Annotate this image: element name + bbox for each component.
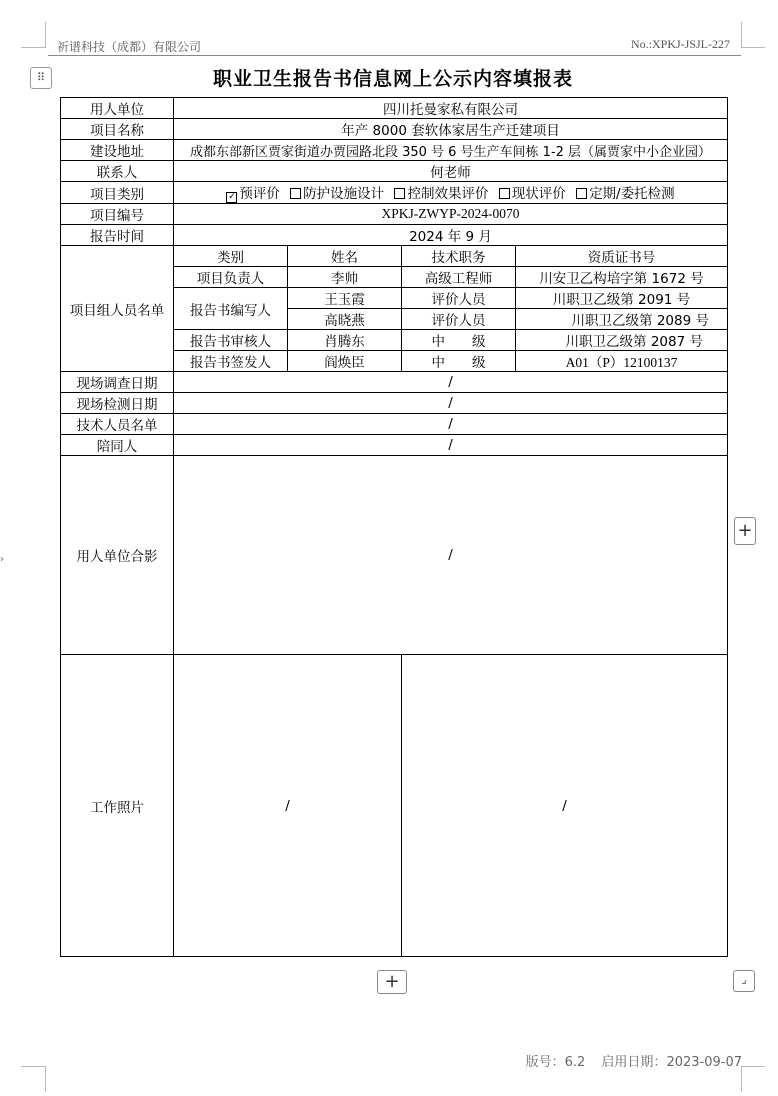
table-row: [61, 204, 728, 225]
chevron-icon[interactable]: ›: [0, 554, 4, 565]
version-label: 版号：: [525, 1055, 565, 1070]
reviewer-cert[interactable]: 川职卫乙级第 2087 号: [516, 330, 728, 351]
address-value[interactable]: 成都东部新区贾家街道办贾园路北段 350 号 6 号生产车间栋 1-2 层（属贾家中小企业园）: [174, 140, 728, 161]
checkbox-pre-evaluation[interactable]: ✓: [228, 192, 236, 202]
checkbox-status-evaluation[interactable]: [499, 188, 510, 199]
tech-staff-value[interactable]: /: [174, 414, 728, 435]
checkbox-control-effect[interactable]: [394, 188, 405, 199]
table-row: [61, 393, 728, 414]
report-form-table: [60, 97, 728, 957]
project-no-label: 项目编号: [61, 204, 174, 225]
date-value: 2023-09-07: [666, 1055, 742, 1070]
survey-date-value[interactable]: /: [174, 372, 728, 393]
table-row: [61, 435, 728, 456]
crop-mark-tr-h: [741, 47, 765, 48]
issuer-role: 报告书签发人: [174, 351, 288, 372]
category-label: 项目类别: [61, 182, 174, 204]
reviewer-name[interactable]: 肖腾东: [288, 330, 402, 351]
table-row: [61, 140, 728, 161]
writer-cert[interactable]: 川职卫乙级第 2091 号: [516, 288, 728, 309]
writer-title[interactable]: 评价人员: [402, 288, 516, 309]
writer-role: 报告书编写人: [174, 288, 288, 330]
table-row: [61, 372, 728, 393]
work-photo-left[interactable]: /: [174, 655, 402, 957]
members-col-title: 技术职务: [402, 246, 516, 267]
employer-value[interactable]: 四川托曼家私有限公司: [174, 98, 728, 119]
table-move-handle-icon[interactable]: ⠿: [30, 67, 52, 89]
members-col-cert: 资质证书号: [516, 246, 728, 267]
leader-cert[interactable]: 川安卫乙构培字第 1672 号: [516, 267, 728, 288]
report-time-label: 报告时间: [61, 225, 174, 246]
test-date-value[interactable]: /: [174, 393, 728, 414]
writer-cert[interactable]: 川职卫乙级第 2089 号: [516, 309, 728, 330]
crop-mark-bl-h: [21, 1066, 45, 1067]
add-column-button[interactable]: +: [734, 517, 756, 545]
escort-label: 陪同人: [61, 435, 174, 456]
add-row-button[interactable]: +: [377, 970, 407, 994]
table-row: [61, 182, 728, 204]
work-photo-label: 工作照片: [61, 655, 174, 957]
writer-name[interactable]: 高晓燕: [288, 309, 402, 330]
members-header-row: [61, 246, 728, 267]
crop-mark-bl-v: [45, 1066, 46, 1092]
crop-mark-tl-v: [45, 22, 46, 48]
option-control-effect: 控制效果评价: [407, 186, 489, 202]
employer-label: 用人单位: [61, 98, 174, 119]
option-periodic-test: 定期/委托检测: [589, 186, 675, 202]
leader-role: 项目负责人: [174, 267, 288, 288]
reviewer-title[interactable]: 中 级: [402, 330, 516, 351]
table-row: [61, 119, 728, 140]
work-photo-right[interactable]: /: [402, 655, 728, 957]
writer-name[interactable]: 王玉霞: [288, 288, 402, 309]
members-label: 项目组人员名单: [61, 246, 174, 372]
members-col-name: 姓名: [288, 246, 402, 267]
issuer-cert[interactable]: A01（P）12100137: [516, 351, 728, 372]
report-time-value[interactable]: 2024 年 9 月: [174, 225, 728, 246]
table-row: [61, 98, 728, 119]
project-no-value[interactable]: XPKJ-ZWYP-2024-0070: [174, 204, 728, 225]
option-pre-evaluation: 预评价: [239, 186, 280, 202]
project-name-label: 项目名称: [61, 119, 174, 140]
writer-title[interactable]: 评价人员: [402, 309, 516, 330]
crop-mark-tl-h: [21, 47, 45, 48]
address-label: 建设地址: [61, 140, 174, 161]
table-row: [61, 456, 728, 655]
checkbox-periodic-test[interactable]: [576, 188, 587, 199]
leader-name[interactable]: 李帅: [288, 267, 402, 288]
table-resize-icon[interactable]: ⌟: [733, 970, 755, 992]
table-row: [61, 225, 728, 246]
document-number: No.:XPKJ-JSJL-227: [630, 37, 730, 51]
date-label: 启用日期：: [601, 1055, 667, 1070]
option-protection-design: 防护设施设计: [303, 186, 385, 202]
escort-value[interactable]: /: [174, 435, 728, 456]
group-photo-value[interactable]: /: [174, 456, 728, 655]
version-value: 6.2: [564, 1055, 586, 1070]
members-col-category: 类别: [174, 246, 288, 267]
contact-label: 联系人: [61, 161, 174, 182]
project-name-value[interactable]: 年产 8000 套软体家居生产迁建项目: [174, 119, 728, 140]
issuer-title[interactable]: 中 级: [402, 351, 516, 372]
leader-title[interactable]: 高级工程师: [402, 267, 516, 288]
page-title: 职业卫生报告书信息网上公示内容填报表: [212, 68, 573, 90]
crop-mark-tr-v: [741, 22, 742, 48]
group-photo-label: 用人单位合影: [61, 456, 174, 655]
reviewer-role: 报告书审核人: [174, 330, 288, 351]
issuer-name[interactable]: 阎焕臣: [288, 351, 402, 372]
survey-date-label: 现场调查日期: [61, 372, 174, 393]
tech-staff-label: 技术人员名单: [61, 414, 174, 435]
crop-mark-br-h: [741, 1066, 765, 1067]
contact-value[interactable]: 何老师: [174, 161, 728, 182]
table-row: [61, 655, 728, 957]
option-status-evaluation: 现状评价: [511, 186, 566, 202]
footer: [522, 1051, 742, 1070]
company-name: 祈谱科技（成都）有限公司: [57, 40, 202, 54]
table-row: [61, 161, 728, 182]
test-date-label: 现场检测日期: [61, 393, 174, 414]
checkbox-protection-design[interactable]: [290, 188, 301, 199]
header-divider: [48, 55, 741, 56]
category-options: [174, 182, 728, 204]
table-row: [61, 414, 728, 435]
